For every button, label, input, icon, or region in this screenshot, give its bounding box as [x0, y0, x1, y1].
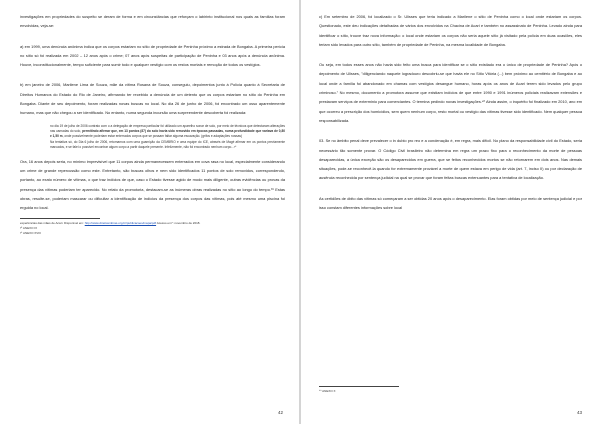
left-paragraph-1: investigações em propriedades do suspeito se deram de forma e em circunstâncias que reforçam o labirinto institucional nos quais as famílias foram envolvidas, veja-se:	[20, 14, 285, 29]
footnote-link[interactable]: http://www.direitosmbras.org.br/publicacoes/mapa/pdf	[84, 221, 157, 226]
footnote-39: ³⁹ ANEXO XVIII	[20, 230, 41, 235]
right-paragraph-2: Ou seja, em todos esses anos não havia sido feito uma busca para identificar se o sítio existiado era o único de propriedade de Peninha? Após o depoimento de Ulisses, "diligenciando naquele logradouro descobriu-se que havia ele no Sítio Vitória (...) bem próximo ao cemitério de Bongaba e ao local onde a família foi abandonado em chamas com vestígios desangue humano, horas após os anos de Acari terem sido levados pelo grupo criminoso." No mesmo, documento a promotora assume que existiam indícios de que entre 1990 e 1991 inúmeros policiais realizavam extensões e prestavam serviços de exterminio para comerciantes. O termina pedindo novas investigações.⁴⁰ Ainda assim, o inquérito foi finalizado em 2010, ano em que ocorreu a prescrição dos homicídios, sem quem nenhum corpo, resto mortal ou vestígio das vítimas tivesse sido identificado. Nem qualquer pessoa responsabilizada.	[319, 62, 582, 123]
right-paragraph-1: c) Em setembro de 2006, foi localizado o Sr. Ulisses que teria indicado a Marilene o sítio de Peninha como o local onde estariam os corpos. Questionado, este deu indicações detalhadas de vários dos envolvidos na Chacina de Acari e também no assassinato de Peninha. Levado ainda para identificar o sítio, trouxe traz nova informação: o local onde estariam os corpos não seria aquele sítio já visitado pela polícia em duas ocasiões, eles teriam sido levados para outro sítio, também de propriedade de Peninha, na mesma localidade de Bongaba.	[319, 14, 582, 47]
right-paragraph-3: 03. Se no âmbito penal deve prevalecer o in dubio pro reo e a condenação é, em regra, mais difícil. No plano da responsabilidade civil do Estado, seria necessário tão somente provar. O Código Civil brasileiro não determina em regra um prazo fixo para o reconhecimento da morte de pessoas desaparecidas, a única exceção são os desaparecidos em guerra, que se feitos reconhecidos mortos se não retornarem em dois anos. Nas demais situações, pode-se reconhecê-la quando for extremamente provável a morte de quem estava em perigo de vida (art. 7, inciso II) ou por declaração de ausência reconhecida por sentença judicial na qual se provar que foram feitas buscas extenuantes para a tentativa de localização.	[319, 138, 582, 181]
quote-text-3: Na tentativa só, do Dia 6 julho de 2006, retornamos com uma guarnição da CEMBRIO e uma equipe do ICE, através de Magé afirmar em os pontos previamente marcados, e se falei o possível encontrar algum corpo a partir daquele presente. Infelizmente, não foi encontrado nenhum corpo...³⁸	[50, 139, 285, 150]
footnote-divider	[20, 218, 100, 219]
footnote-access-text: Acesso em°: novembro de 2018.	[156, 221, 201, 226]
block-quote	[50, 124, 285, 151]
footnote-divider-right	[319, 386, 399, 387]
page-left	[0, 0, 299, 424]
footnote-source-text: experiências das mães de Acari. Disponível em:	[20, 221, 85, 226]
page-number-right: 43	[576, 410, 582, 415]
left-paragraph-3: b) em janeiro de 2006, Marilene Lima de Souza, mãe da vítima Rosana de Souza, conseguiu, depoimentos junto à Polícia quanto à Secretaria de Direitos Humanos do Estado do Rio de Janeiro, afirmando ter recebido a denúncia de um detento que os corpos estariam no sítio do Peninha em Bongaba. Diante de seu depoimento, foram realizadas novas buscas no local. No dia 26 de junho de 2006, foi encontrado um osso aparentemente humano, mas que não chegou a ser identificado. No entanto, numa segunda incursão uma surpreendente descoberta foi realizada:	[20, 82, 285, 116]
footnote-40: ⁴⁰ ANEXO X	[319, 389, 336, 394]
quote-text-1: no dia 19 de julho de 2006 contrato com o a delegação de empresa particular foi utilizado um aparelho sonar de solo, por meio de técnicos que detectaram alterações nas camadas do solo,	[50, 123, 285, 134]
footnote-38: ³⁸ ANEXO IX	[20, 226, 38, 231]
left-paragraph-2: a) em 1999, uma denúncia anônima indica que os corpos estariam no sítio de propriedade de Peninha próximo a estrada de Bongaba. A primeira perícia no sítio só foi realizada em 2002 – 12 anos após o crime; 07 anos após suspeitas de participação de Peninha e 03 anos após a denúncia anônima. Houve, inconstitucionalmente, tempo suficiente para sumir todo e qualquer vestígio com os restos mortais e remoção de todos os vestígios.	[20, 43, 285, 68]
right-paragraph-4: As certidões de óbito das vítimas só começaram a ser obtidas 20 anos após o desaparecimento. Elas foram obtidas por meio de sentença judicial e por isso constam diferentes informações sobre local	[319, 195, 582, 211]
right-footnotes	[319, 380, 419, 394]
quote-bold-highlight: permitindo afirmar que, em 13 pontos (87) do solo havia sido removido em épocas passadas, numa profundidade que variava de 0,80 e 1,50 m	[50, 129, 285, 139]
page-right	[301, 0, 600, 424]
page-number-left: 42	[277, 410, 283, 415]
quote-text-2: , onde possivelmente poderiam estar enterrados corpos que se possam faltar alguma escavação. (grifos e adaptações nossas)	[62, 134, 243, 139]
left-paragraph-4: Ora, 16 anos depois seria, no mínimo imprevisível que 11 corpos ainda permanecessem enterrados em cova rasa no local, especialmente considerando um crime de grande repercussão como este. Entretanto, são buscas olhos e nem sido identificados 11 pontos de solo removidos, correspondendo, portanto, ao exato número de vítimas, o que traz indícios de que, caso o Estado tivesse agido de modo mais diligente, outras evidências ou provas da presença das vítimas poderiam ter aparecido. No relato da promotoria, destacam-se as inúmeras obras realizadas no sítio ao longo do tempo.³⁹ Estas obras, resulte-se, poderiam mascarar ou dificultar a identificação de indícios da presença dos corpos das vítimas, pois até mesmo uma piscina foi erguida no local.	[20, 158, 285, 211]
